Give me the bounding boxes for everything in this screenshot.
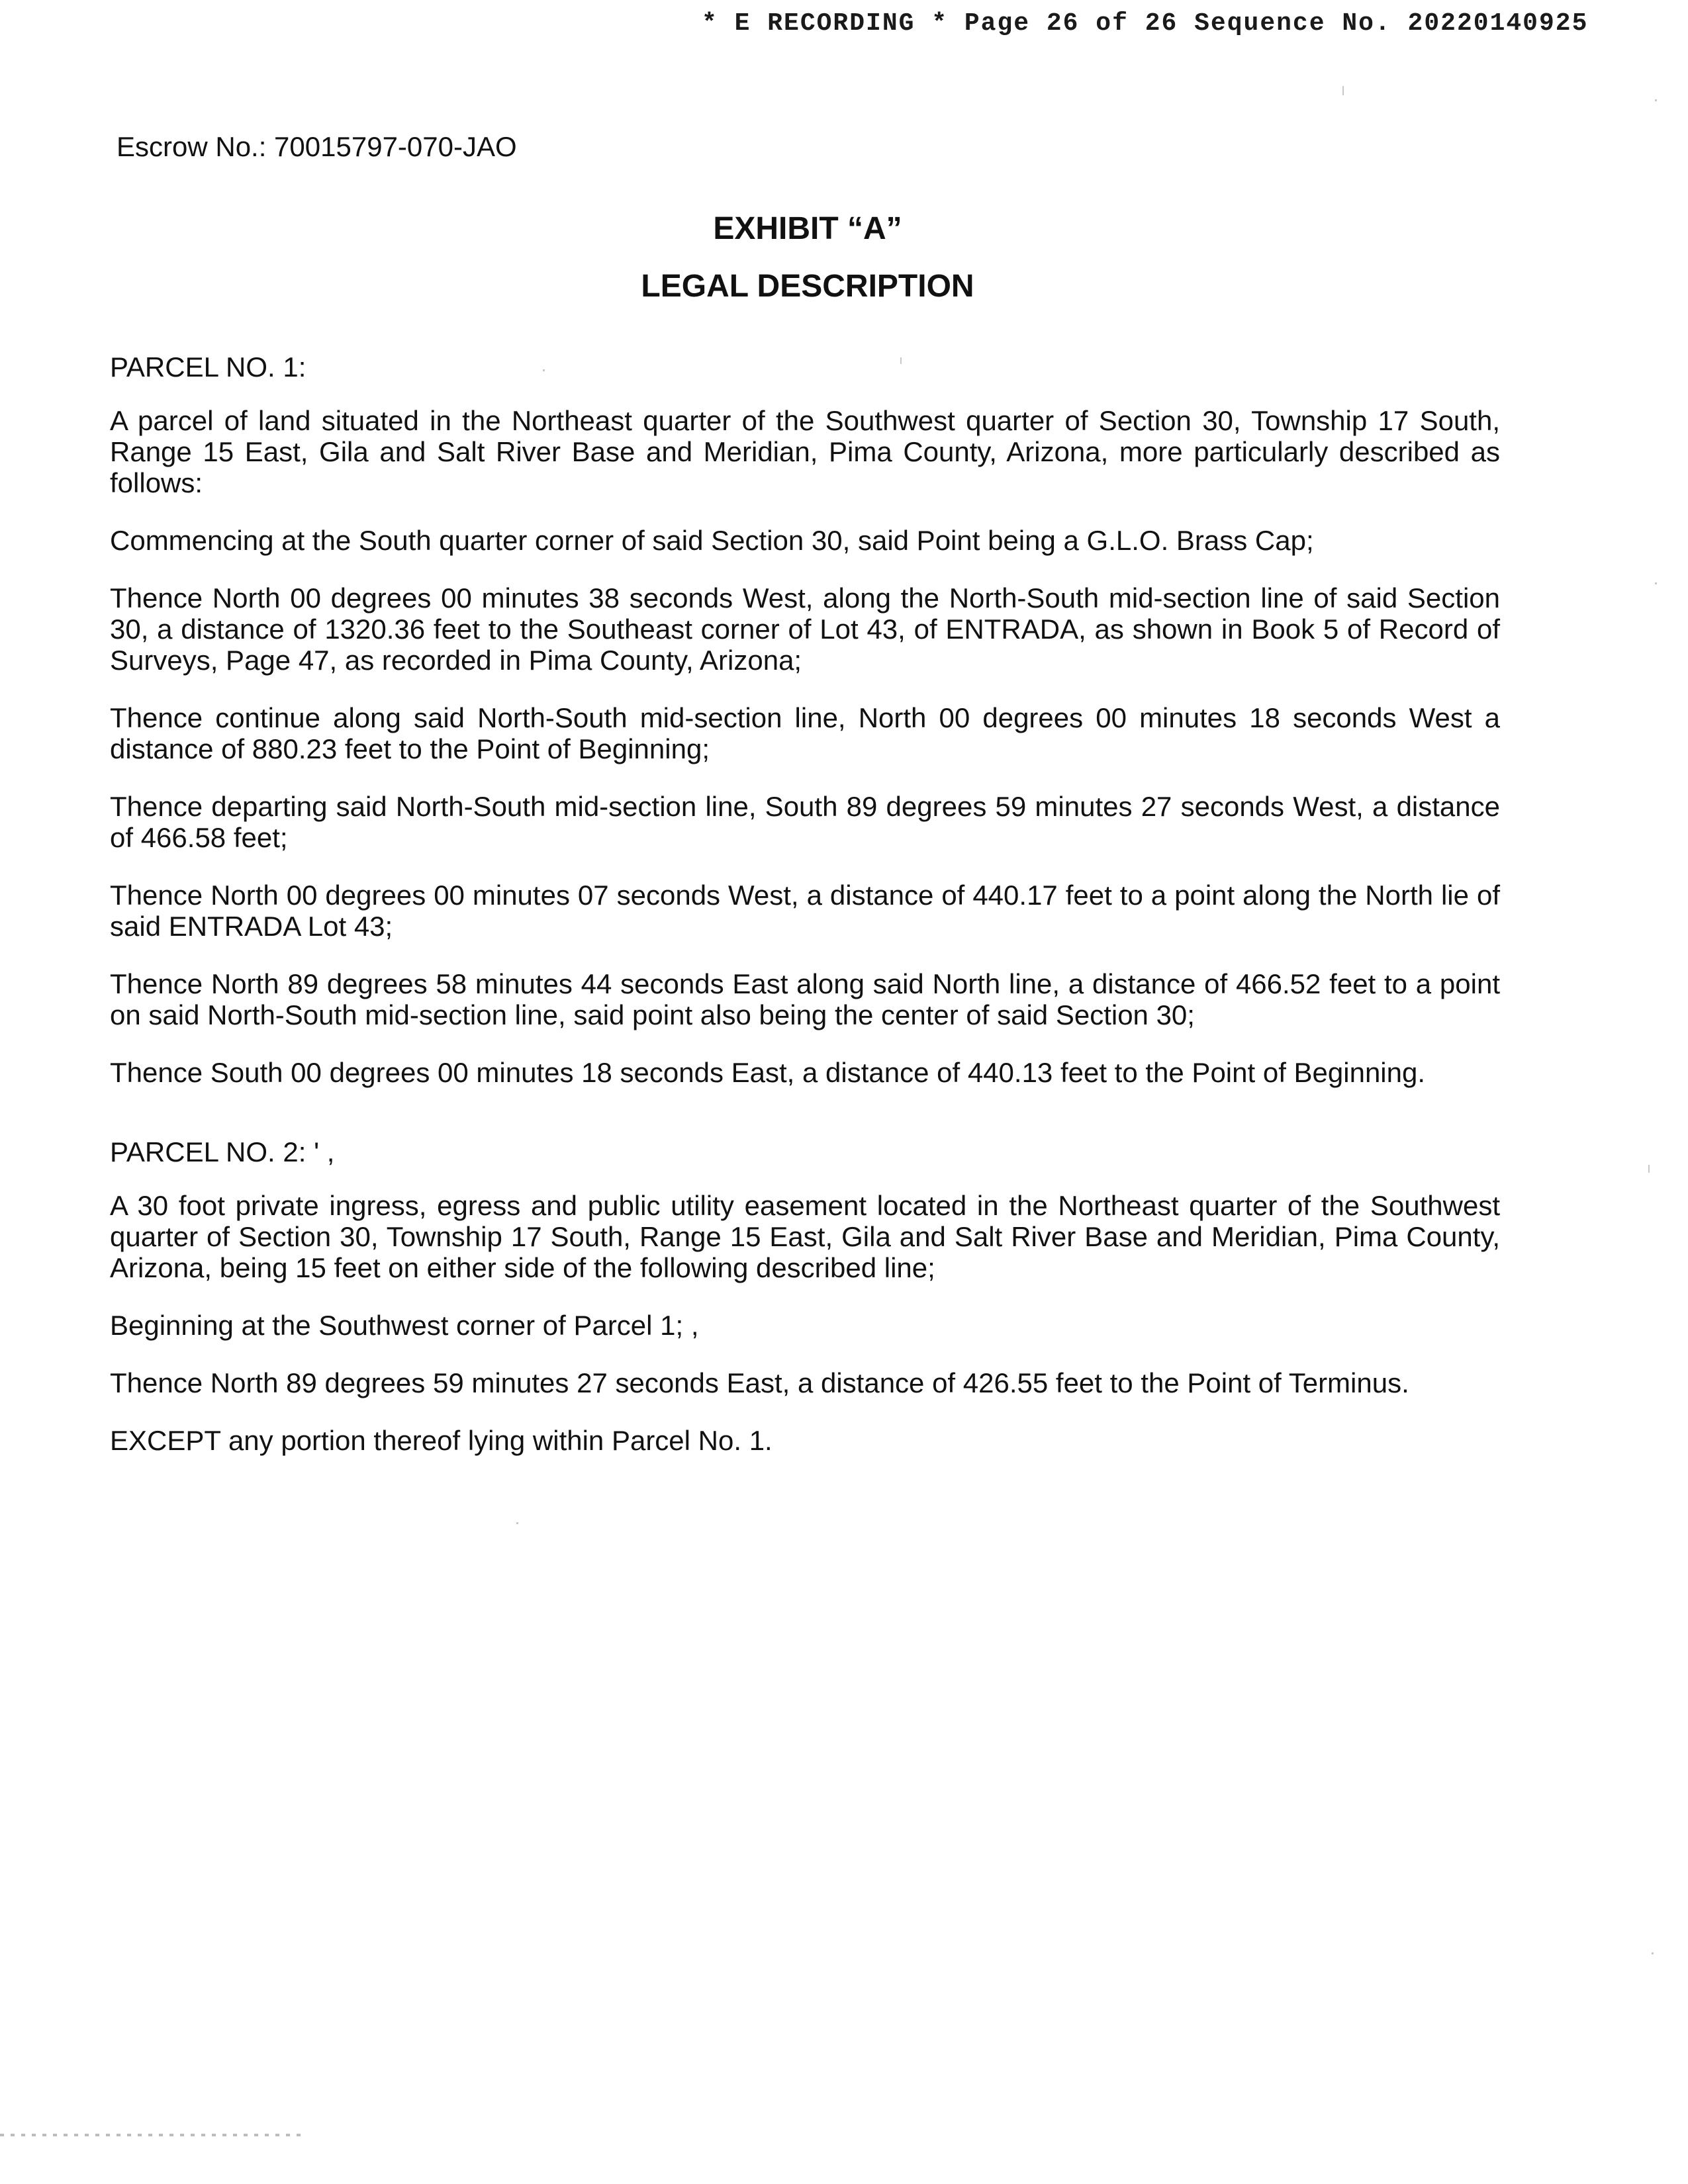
parcel-1-paragraph: Thence North 00 degrees 00 minutes 38 seconds West, along the North-South mid-section line of said Section 30, a distance of 1320.36 feet to the Southeast corner of Lot 43, of ENTRADA, as shown in Book 5 of Record of Surveys, Page 47, as recorded in Pima County, Arizona;: [110, 582, 1500, 676]
parcel-1-paragraph: Thence continue along said North-South mid-section line, North 00 degrees 00 minutes 18 seconds West a distance of 880.23 feet to the Point of Beginning;: [110, 702, 1500, 764]
parcel-2-paragraph: A 30 foot private ingress, egress and public utility easement located in the Northeast quarter of the Southwest quarter of Section 30, Township 17 South, Range 15 East, Gila and Salt River Base and Meridian, Pima County, Arizona, being 15 feet on either side of the following described line;: [110, 1190, 1500, 1283]
parcel-1-paragraph: Commencing at the South quarter corner of said Section 30, said Point being a G.L.O. Brass Cap;: [110, 525, 1314, 556]
scan-speck: [1342, 86, 1344, 95]
exhibit-title: EXHIBIT “A”: [713, 211, 902, 246]
scan-edge-noise: [0, 2134, 305, 2136]
legal-description-title: LEGAL DESCRIPTION: [641, 269, 974, 304]
scan-speck: [543, 369, 545, 371]
parcel-2-paragraph: Beginning at the Southwest corner of Parcel 1; ,: [110, 1310, 699, 1341]
parcel-2-paragraph: Thence North 89 degrees 59 minutes 27 seconds East, a distance of 426.55 feet to the Point of Terminus.: [110, 1367, 1409, 1398]
scan-speck: [1648, 1165, 1650, 1173]
parcel-1-paragraph: Thence South 00 degrees 00 minutes 18 seconds East, a distance of 440.13 feet to the Point of Beginning.: [110, 1057, 1426, 1088]
parcel-2-heading: PARCEL NO. 2: ' ,: [110, 1136, 335, 1167]
scan-speck: [1652, 1952, 1654, 1954]
parcel-1-paragraph: Thence North 89 degrees 58 minutes 44 seconds East along said North line, a distance of 466.52 feet to a point on said North-South mid-section line, said point also being the center of said Section 30;: [110, 968, 1500, 1030]
parcel-1-paragraph: Thence departing said North-South mid-section line, South 89 degrees 59 minutes 27 seconds West, a distance of 466.58 feet;: [110, 791, 1500, 853]
scan-speck: [1655, 582, 1657, 584]
parcel-2-paragraph: EXCEPT any portion thereof lying within Parcel No. 1.: [110, 1425, 773, 1456]
recording-header: * E RECORDING * Page 26 of 26 Sequence No. 20220140925: [702, 9, 1589, 38]
legal-description-body: [110, 351, 1500, 1482]
parcel-1-paragraph: Thence North 00 degrees 00 minutes 07 seconds West, a distance of 440.17 feet to a point along the North lie of said ENTRADA Lot 43;: [110, 880, 1500, 942]
parcel-1-paragraph: A parcel of land situated in the Northeast quarter of the Southwest quarter of Section 30, Township 17 South, Range 15 East, Gila and Salt River Base and Meridian, Pima County, Arizona, more particularly described as follows:: [110, 405, 1500, 498]
parcel-1-heading: PARCEL NO. 1:: [110, 351, 306, 383]
scan-speck: [1655, 99, 1657, 101]
scan-speck: [516, 1522, 518, 1524]
escrow-number: Escrow No.: 70015797-070-JAO: [117, 131, 517, 162]
scan-speck: [900, 357, 902, 364]
